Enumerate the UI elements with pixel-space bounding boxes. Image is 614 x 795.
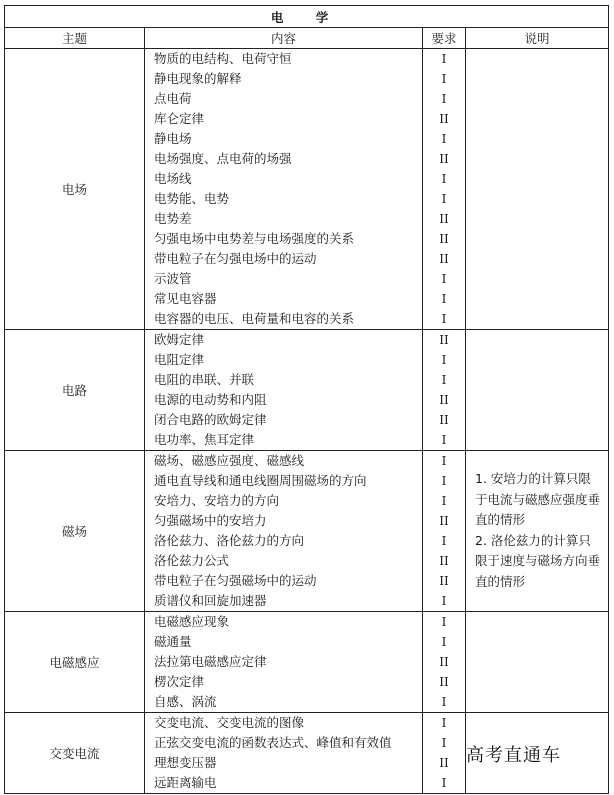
content-item: 电场强度、点电荷的场强 (154, 151, 292, 166)
content-item: 安培力、安培力的方向 (154, 493, 280, 508)
content-item: 电阻的串联、并联 (154, 372, 255, 387)
level-item: II (439, 152, 449, 166)
content-item: 洛伦兹力、洛伦兹力的方向 (154, 533, 305, 548)
content-item: 示波管 (154, 271, 192, 286)
level-item: I (441, 72, 447, 86)
level-item: I (441, 92, 447, 106)
section-content (145, 612, 423, 713)
section-content (145, 451, 423, 612)
level-item: II (439, 232, 449, 246)
level-item: II (439, 574, 449, 588)
section-levels (423, 451, 466, 612)
content-item: 物质的电结构、电荷守恒 (154, 51, 292, 66)
section-levels (423, 713, 466, 794)
content-item: 匀强磁场中的安培力 (154, 513, 267, 528)
section-topic: 交变电流 (5, 713, 145, 794)
level-item: I (441, 433, 447, 447)
level-item: I (441, 454, 447, 468)
section-topic: 电场 (5, 49, 145, 330)
content-item: 电容器的电压、电荷量和电容的关系 (154, 311, 355, 326)
content-item: 电功率、焦耳定律 (154, 432, 255, 447)
content-item: 电势差 (154, 211, 192, 226)
level-item: I (441, 695, 447, 709)
level-item: II (439, 514, 449, 528)
level-item: II (439, 756, 449, 770)
content-item: 法拉第电磁感应定律 (154, 654, 267, 669)
section-levels (423, 612, 466, 713)
content-item: 质谱仪和回旋加速器 (154, 593, 267, 608)
level-item: I (441, 474, 447, 488)
section-note (466, 451, 609, 612)
section-content (145, 713, 423, 794)
section-content (145, 330, 423, 451)
header-content: 内容 (145, 28, 423, 49)
level-item: I (441, 635, 447, 649)
content-item: 交变电流、交变电流的图像 (154, 715, 305, 730)
level-item: I (441, 373, 447, 387)
section-topic: 磁场 (5, 451, 145, 612)
table-title: 电 学 (5, 6, 609, 28)
header-level: 要求 (423, 28, 466, 49)
content-item: 电场线 (154, 171, 192, 186)
level-item: I (441, 534, 447, 548)
content-item: 静电场 (154, 131, 192, 146)
section-row (5, 451, 609, 612)
content-item: 自感、涡流 (154, 694, 217, 709)
table-body (5, 49, 609, 794)
content-item: 电阻定律 (154, 352, 205, 367)
content-item: 带电粒子在匀强电场中的运动 (154, 251, 317, 266)
level-item: I (441, 292, 447, 306)
content-item: 电磁感应现象 (154, 614, 230, 629)
level-item: II (439, 112, 449, 126)
content-item: 带电粒子在匀强磁场中的运动 (154, 573, 317, 588)
section-row (5, 330, 609, 451)
section-note (466, 49, 609, 330)
section-topic: 电磁感应 (5, 612, 145, 713)
level-item: I (441, 172, 447, 186)
content-item: 闭合电路的欧姆定律 (154, 412, 267, 427)
section-row (5, 49, 609, 330)
note-item: 2. 洛伦兹力的计算只限于速度与磁场方向垂直的情形 (475, 532, 601, 589)
content-item: 磁场、磁感应强度、磁感线 (154, 453, 305, 468)
content-item: 通电直导线和通电线圈周围磁场的方向 (154, 473, 367, 488)
level-item: II (439, 393, 449, 407)
level-item: II (439, 554, 449, 568)
level-item: I (441, 776, 447, 790)
level-item: II (439, 655, 449, 669)
level-item: I (441, 272, 447, 286)
content-item: 匀强电场中电势差与电场强度的关系 (154, 231, 355, 246)
watermark-text: 高考直通车 (466, 745, 561, 766)
level-item: I (441, 494, 447, 508)
note-item: 1. 安培力的计算只限于电流与磁感应强度垂直的情形 (475, 471, 601, 527)
content-item: 洛伦兹力公式 (154, 553, 230, 568)
header-topic: 主题 (5, 28, 145, 49)
level-item: I (441, 353, 447, 367)
level-item: I (441, 132, 447, 146)
level-item: II (439, 333, 449, 347)
level-item: I (441, 52, 447, 66)
section-note (466, 330, 609, 451)
content-item: 磁通量 (154, 634, 192, 649)
level-item: II (439, 675, 449, 689)
section-note (466, 612, 609, 713)
content-item: 静电现象的解释 (154, 71, 242, 86)
level-item: II (439, 252, 449, 266)
section-levels (423, 330, 466, 451)
section-levels (423, 49, 466, 330)
content-item: 远距离输电 (154, 775, 217, 790)
content-item: 楞次定律 (154, 674, 205, 689)
content-item: 理想变压器 (154, 755, 217, 770)
section-row (5, 612, 609, 713)
level-item: II (439, 413, 449, 427)
content-item: 正弦交变电流的函数表达式、峰值和有效值 (154, 735, 392, 750)
level-item: I (441, 716, 447, 730)
content-item: 欧姆定律 (154, 332, 205, 347)
level-item: I (441, 615, 447, 629)
level-item: I (441, 594, 447, 608)
content-item: 点电荷 (154, 91, 192, 106)
content-item: 常见电容器 (154, 291, 217, 306)
syllabus-table (4, 5, 609, 794)
content-item: 电源的电动势和内阻 (154, 392, 267, 407)
level-item: I (441, 192, 447, 206)
content-item: 电势能、电势 (154, 191, 230, 206)
content-item: 库仑定律 (154, 111, 205, 126)
level-item: II (439, 212, 449, 226)
header-note: 说明 (466, 28, 609, 49)
section-topic: 电路 (5, 330, 145, 451)
section-content (145, 49, 423, 330)
level-item: I (441, 736, 447, 750)
level-item: I (441, 312, 447, 326)
